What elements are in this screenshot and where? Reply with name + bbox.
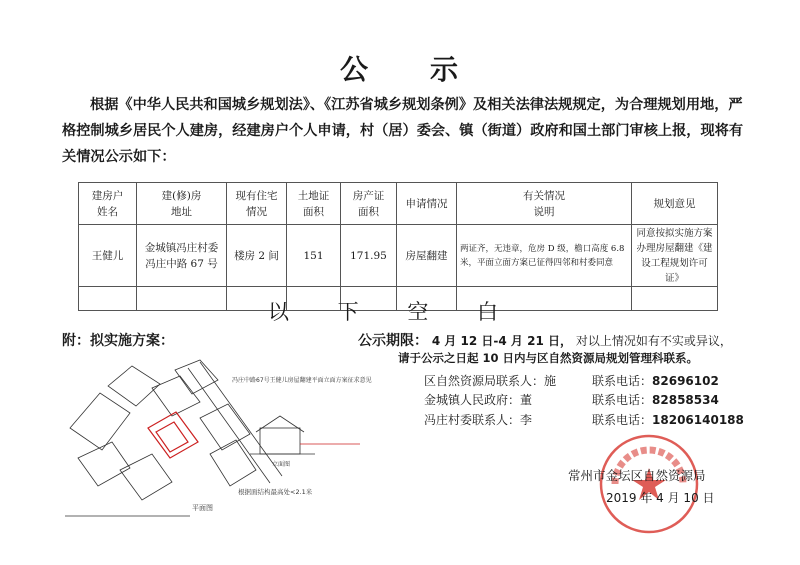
issue-date: 2019 年 4 月 10 日: [606, 491, 715, 505]
header-address: 建(修)房 地址: [137, 183, 227, 225]
period-label: 公示期限：: [358, 333, 428, 349]
sitemap-caption: 冯庄中路67号王健儿房屋翻建平面立面方案征求意见: [232, 377, 372, 384]
header-land-area: 土地证 面积: [287, 183, 341, 225]
cell-property-area: 171.95: [341, 225, 397, 287]
contact-label: 区自然资源局联系人：施: [424, 374, 557, 388]
cell-opinion: 同意按拟实施方案办理房屋翻建《建设工程规划许可证》: [632, 225, 718, 287]
intro-paragraph: 根据《中华人民共和国城乡规划法》、《江苏省城乡规划条例》及相关法律法规规定，为合理规划用地，严格控制城乡居民个人建房，经建房户个人申请，村（居）委会、镇（街道）政府和国土部门审核上报，现将有关情况公示如下：: [62, 97, 744, 165]
contact-row: [424, 391, 719, 408]
header-opinion: 规划意见: [632, 183, 718, 225]
period-line: [358, 330, 732, 350]
elevation-label: 立面图: [272, 461, 291, 468]
cell-application: 房屋翻建: [397, 225, 457, 287]
cell-address: 金城镇冯庄村委冯庄中路 67 号: [137, 225, 227, 287]
height-note: 根据面结构最高处<2.1米: [238, 488, 313, 496]
contact-phone: 联系电话：82858534: [592, 393, 719, 407]
contact-label: 冯庄村委联系人：李: [424, 413, 533, 427]
contact-label: 金城镇人民政府：董: [424, 393, 533, 407]
header-housing: 现有住宅 情况: [227, 183, 287, 225]
header-notes: 有关情况 说明: [457, 183, 632, 225]
blank-below-marker: 以 下 空 白: [268, 300, 498, 324]
plan-view-label: 平面图: [192, 504, 213, 512]
contact-phone: 联系电话：82696102: [592, 374, 719, 388]
issuing-organization: 常州市金坛区自然资源局: [568, 468, 706, 483]
table-header-row: [79, 183, 718, 225]
period-text: 对以上情况如有不实或异议，: [575, 334, 732, 348]
notice-table: [78, 182, 718, 311]
contact-phone: 联系电话：18206140188: [592, 413, 744, 427]
page-title: 公 示: [339, 53, 460, 86]
plan-label: 附：拟实施方案：: [62, 333, 174, 349]
contact-row: [424, 372, 719, 389]
official-seal: [597, 432, 701, 536]
period-range: 4 月 12 日-4 月 21 日，: [431, 334, 572, 348]
cell-housing: 楼房 2 间: [227, 225, 287, 287]
header-property-area: 房产证 面积: [341, 183, 397, 225]
cell-name: 王健儿: [79, 225, 137, 287]
cell-land-area: 151: [287, 225, 341, 287]
period-contact-instruction: 请于公示之日起 10 日内与区自然资源局规划管理科联系。: [398, 351, 699, 365]
site-plan-drawing: [60, 358, 380, 518]
contact-row: [424, 411, 744, 428]
header-name: 建房户 姓名: [79, 183, 137, 225]
table-row: [79, 225, 718, 287]
cell-notes: 两证齐，无违章，危房 D 级，檐口高度 6.8 米，平面立面方案已征得四邻和村委同意: [457, 225, 632, 287]
header-application: 申请情况: [397, 183, 457, 225]
